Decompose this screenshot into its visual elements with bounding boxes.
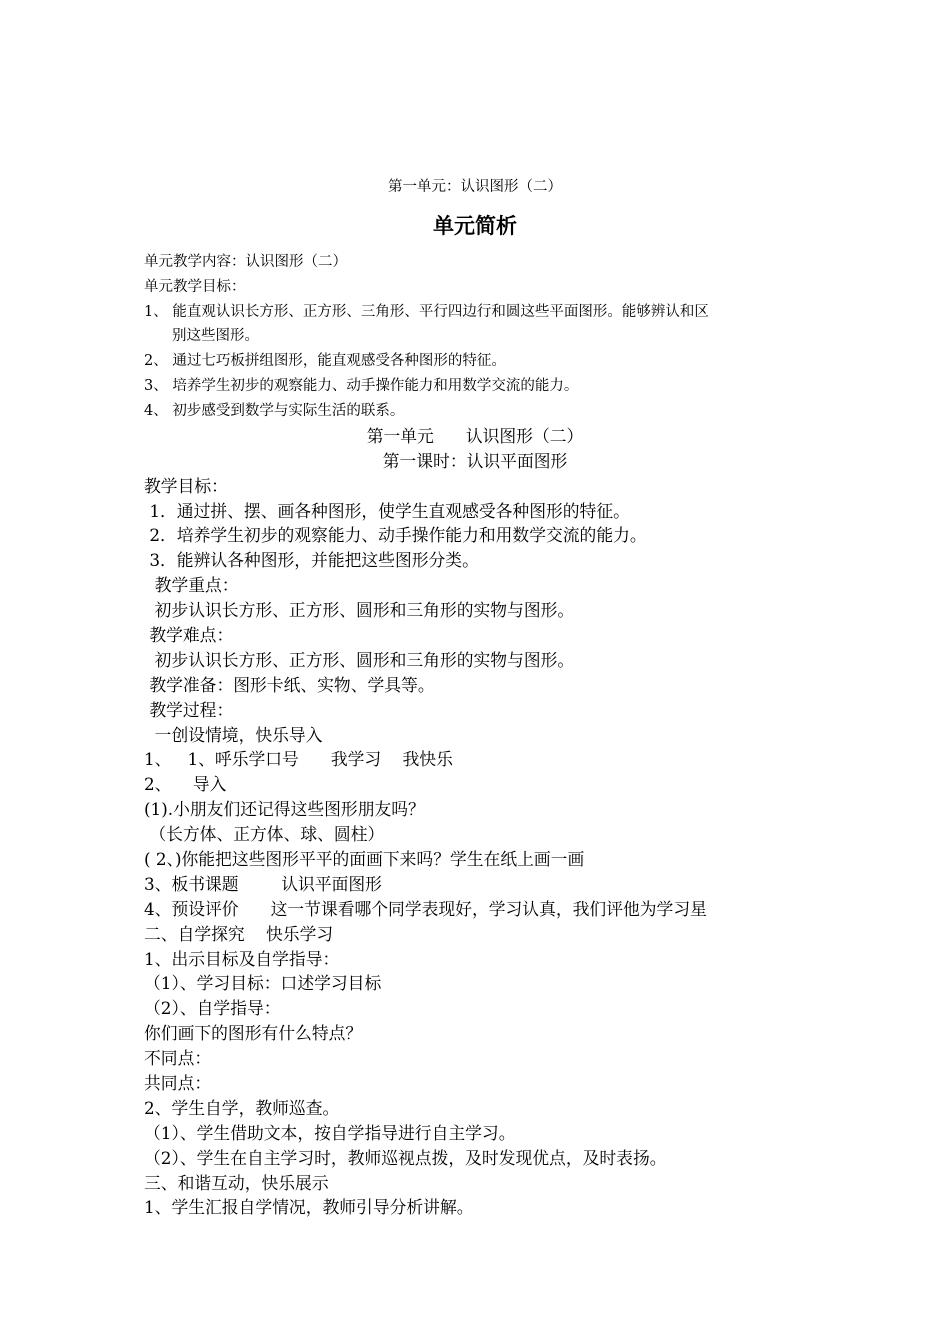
body-line: 不同点：: [144, 1048, 212, 1068]
body-line: （1）、学生借助文本，按自学指导进行自主学习。: [144, 1123, 516, 1143]
unit-goal: 4、 初步感受到数学与实际生活的联系。: [144, 403, 405, 419]
unit-goal-continued: 别这些图形。: [172, 328, 259, 344]
body-line: 共同点：: [144, 1073, 212, 1093]
body-line: （长方体、正方体、球、圆柱）: [144, 824, 385, 844]
body-line: 4、预设评价 这一节课看哪个同学表现好，学习认真，我们评他为学习星: [144, 899, 707, 919]
body-line: （1）、学习目标：口述学习目标: [144, 973, 382, 993]
unit-goal: 2、 通过七巧板拼组图形，能直观感受各种图形的特征。: [144, 353, 506, 369]
body-line: （2）、学生在自主学习时，教师巡视点拨，及时发现优点，及时表扬。: [144, 1148, 667, 1168]
page-title: 单元简析: [433, 214, 517, 238]
body-line: 3、板书课题 认识平面图形: [144, 874, 382, 894]
body-line: 1、出示目标及自学指导：: [144, 949, 340, 969]
body-line: （2）、自学指导：: [144, 998, 281, 1018]
body-line: 二、自学探究 快乐学习: [144, 924, 334, 944]
body-line: 1．通过拼、摆、画各种图形，使学生直观感受各种图形的特征。: [144, 501, 630, 521]
body-line: 教学准备：图形卡纸、实物、学具等。: [144, 675, 435, 695]
unit-goals-label: 单元教学目标：: [144, 279, 246, 295]
body-line: (1).小朋友们还记得这些图形朋友吗？: [144, 799, 425, 819]
body-line: 三、和谐互动，快乐展示: [144, 1173, 329, 1193]
body-line: 初步认识长方形、正方形、圆形和三角形的实物与图形。: [144, 650, 575, 670]
unit-goal: 1、 能直观认识长方形、正方形、三角形、平行四边行和圆这些平面图形。能够辨认和区: [144, 304, 709, 320]
unit-header: 第一单元：认识图形（二）: [388, 179, 562, 195]
body-line: 1、 1、呼乐学口号 我学习 我快乐: [144, 749, 453, 769]
lesson-unit-heading: 第一单元 认识图形（二）: [366, 426, 584, 446]
body-line: 1、学生汇报自学情况，教师引导分析讲解。: [144, 1197, 474, 1217]
unit-goal: 3、 培养学生初步的观察能力、动手操作能力和用数学交流的能力。: [144, 378, 579, 394]
body-line: 2、 导入: [144, 774, 227, 794]
body-line: 初步认识长方形、正方形、圆形和三角形的实物与图形。: [144, 600, 575, 620]
body-line: 2、学生自学，教师巡查。: [144, 1098, 340, 1118]
body-line: 教学目标：: [144, 476, 228, 496]
unit-content: 单元教学内容：认识图形（二）: [144, 254, 347, 270]
body-line: 2．培养学生初步的观察能力、动手操作能力和用数学交流的能力。: [144, 525, 647, 545]
body-line: 3．能辨认各种图形，并能把这些图形分类。: [144, 550, 479, 570]
body-line: 一创设情境，快乐导入: [144, 725, 323, 745]
body-line: ( 2、)你能把这些图形平平的面画下来吗？学生在纸上画一画: [144, 849, 585, 869]
lesson-title: 第一课时：认识平面图形: [382, 451, 568, 471]
body-line: 教学难点：: [144, 625, 234, 645]
body-line: 你们画下的图形有什么特点？: [144, 1023, 363, 1043]
body-line: 教学重点：: [144, 575, 239, 595]
body-line: 教学过程：: [144, 700, 234, 720]
